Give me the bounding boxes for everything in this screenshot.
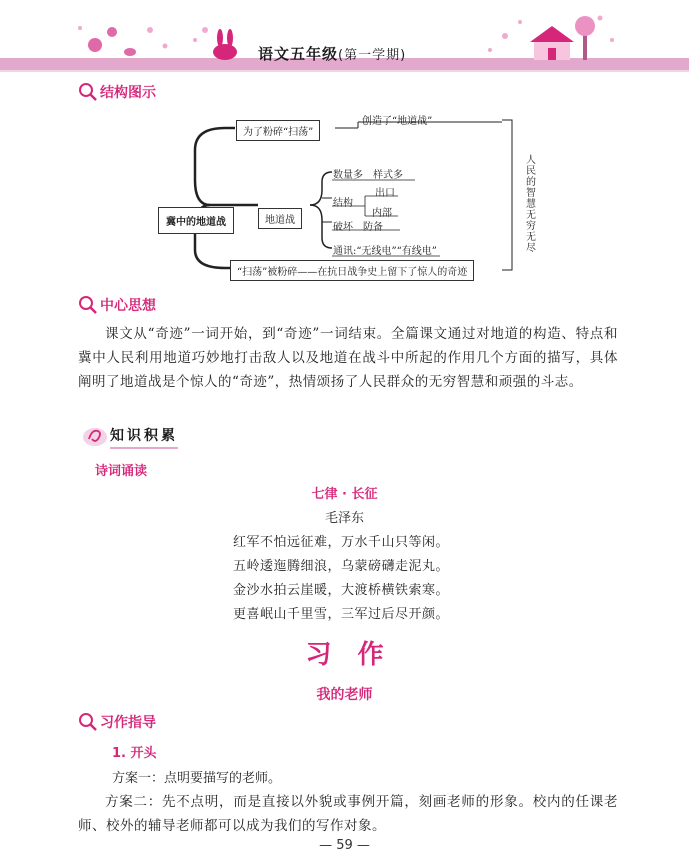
plan-two: 方案二：先不点明，而是直接以外貌或事例开篇，刻画老师的形象。校内的任课老师、校外的辅导老师都可以成为我们的写作对象。 [78, 794, 618, 834]
poem-line: 更喜岷山千里雪，三军过后尽开颜。 [233, 607, 450, 622]
plan-one: 方案一：点明要描写的老师。 [112, 771, 282, 786]
magnifier-icon [78, 295, 98, 315]
top-result-text: 创造了“地道战” [362, 116, 433, 127]
poem-line: 五岭逶迤腾细浪，乌蒙磅礴走泥丸。 [233, 559, 450, 574]
sub-item-defense: 破坏 防备 [333, 222, 383, 233]
house-icon [530, 26, 574, 60]
sub-item-structure: 结构 [333, 198, 353, 209]
sub-item-communication: 通讯:“无线电”“有线电” [333, 246, 437, 257]
step-opening: 1. 开头 [112, 746, 157, 761]
bunny-icon [213, 29, 237, 60]
structure-heading-text: 结构图示 [100, 85, 156, 101]
center-node: 冀中的地道战 [158, 207, 234, 234]
book-title-main: 语文五年级 [258, 45, 339, 63]
sub-item-quantity: 数量多 样式多 [333, 170, 403, 181]
clip-icon [80, 425, 110, 449]
magnifier-icon [78, 712, 98, 732]
book-title-sub: (第一学期) [338, 48, 407, 63]
book-title [258, 43, 406, 64]
bottom-branch-box: “扫荡”被粉碎——在抗日战争史上留下了惊人的奇迹 [230, 260, 474, 281]
top-branch-box: 为了粉碎“扫荡” [236, 120, 320, 141]
structure-heading [78, 82, 156, 102]
writing-guide-heading [78, 712, 156, 732]
sub-item-exit: 出口 [375, 188, 395, 199]
knowledge-heading-text: 知识积累 [110, 425, 178, 449]
knowledge-heading [80, 425, 178, 449]
middle-branch-box: 地道战 [258, 208, 302, 229]
side-note: 人民的智慧无穷无尽 [526, 155, 536, 254]
magnifier-icon [78, 82, 98, 102]
flower-icon [88, 27, 136, 56]
tree-icon [575, 16, 595, 60]
page-number: — 59 — [319, 838, 370, 853]
central-idea-text: 课文从“奇迹”一词开始，到“奇迹”一词结束。全篇课文通过对地道的构造、特点和冀中人民利用地道巧妙地打击敌人以及地道在战斗中所起的作用几个方面的描写，具体阐明了地道战是个惊人的“奇迹”，热情颂扬了人民群众的无穷智慧和顽强的斗志。 [78, 326, 618, 390]
poem-line: 红军不怕远征难，万水千山只等闲。 [233, 535, 450, 550]
poem-author: 毛泽东 [324, 511, 364, 526]
central-idea-heading [78, 295, 156, 315]
writing-topic: 我的老师 [316, 687, 373, 703]
sub-item-interior: 内部 [372, 208, 392, 219]
poem-title: 七律 · 长征 [311, 487, 378, 502]
poem-line: 金沙水拍云崖暖，大渡桥横铁索寒。 [233, 583, 450, 598]
poetry-subheading: 诗词诵读 [95, 464, 148, 479]
writing-guide-heading-text: 习作指导 [100, 715, 156, 731]
header-decoration [0, 0, 689, 80]
central-idea-heading-text: 中心思想 [100, 298, 156, 314]
writing-title: 习 作 [305, 640, 384, 670]
